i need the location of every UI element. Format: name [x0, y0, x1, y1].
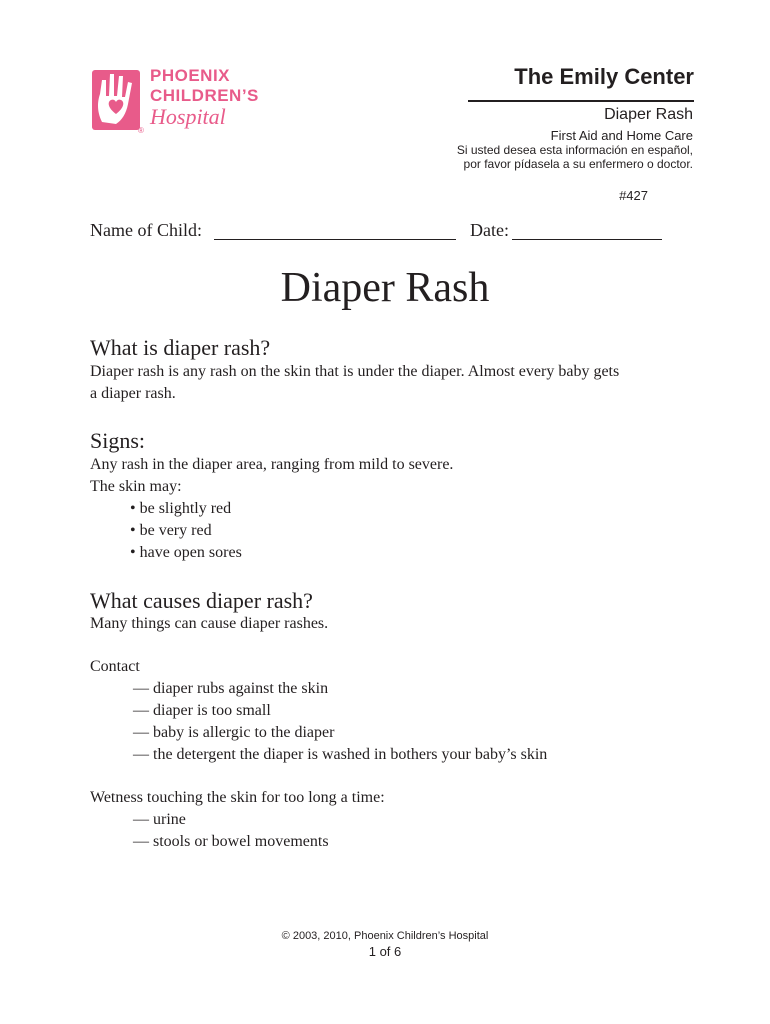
bullet-item: • have open sores — [130, 544, 242, 561]
paragraph-line: The skin may: — [90, 478, 182, 495]
contact-label: Contact — [90, 658, 140, 675]
spanish-note-line2: por favor pídasela a su enfermero o doctor. — [463, 157, 693, 171]
dash-item: — diaper rubs against the skin — [133, 680, 329, 697]
date-field[interactable] — [512, 239, 662, 240]
page-number: 1 of 6 — [368, 944, 402, 959]
section-heading-causes: What causes diaper rash? — [90, 588, 313, 613]
topic-label: Diaper Rash — [604, 106, 693, 123]
logo-text-hospital: Hospital — [150, 104, 226, 129]
hospital-logo — [88, 66, 258, 146]
paragraph-line: Diaper rash is any rash on the skin that is under the diaper. Almost every baby gets — [90, 363, 620, 380]
dash-item: — urine — [133, 811, 186, 828]
header-divider — [468, 100, 694, 102]
dash-item: — stools or bowel movements — [133, 833, 329, 850]
paragraph-line: Many things can cause diaper rashes. — [90, 615, 329, 632]
document-number: #427 — [619, 188, 648, 203]
page-title: Diaper Rash — [280, 265, 490, 311]
spanish-note-line1: Si usted desea esta información en español, — [456, 143, 693, 157]
registered-mark: ® — [138, 126, 144, 135]
dash-item: — the detergent the diaper is washed in bothers your baby’s skin — [133, 746, 548, 763]
date-label: Date: — [470, 220, 509, 240]
bullet-item: • be slightly red — [130, 500, 232, 517]
hand-heart-icon — [92, 70, 140, 130]
center-name: The Emily Center — [514, 64, 694, 89]
name-of-child-label: Name of Child: — [90, 220, 202, 240]
logo-text-childrens: CHILDREN’S — [150, 86, 259, 105]
wetness-label: Wetness touching the skin for too long a time: — [90, 789, 385, 806]
section-heading-what-is: What is diaper rash? — [90, 335, 271, 360]
category-subtitle: First Aid and Home Care — [550, 128, 693, 143]
dash-item: — baby is allergic to the diaper — [133, 724, 335, 741]
paragraph-line: a diaper rash. — [90, 385, 176, 402]
section-heading-signs: Signs: — [90, 428, 146, 453]
dash-item: — diaper is too small — [133, 702, 271, 719]
name-of-child-field[interactable] — [214, 239, 456, 240]
copyright-notice: © 2003, 2010, Phoenix Children’s Hospital — [281, 930, 489, 942]
paragraph-line: Any rash in the diaper area, ranging from mild to severe. — [90, 456, 454, 473]
bullet-item: • be very red — [130, 522, 212, 539]
logo-text-phoenix: PHOENIX — [150, 66, 231, 85]
